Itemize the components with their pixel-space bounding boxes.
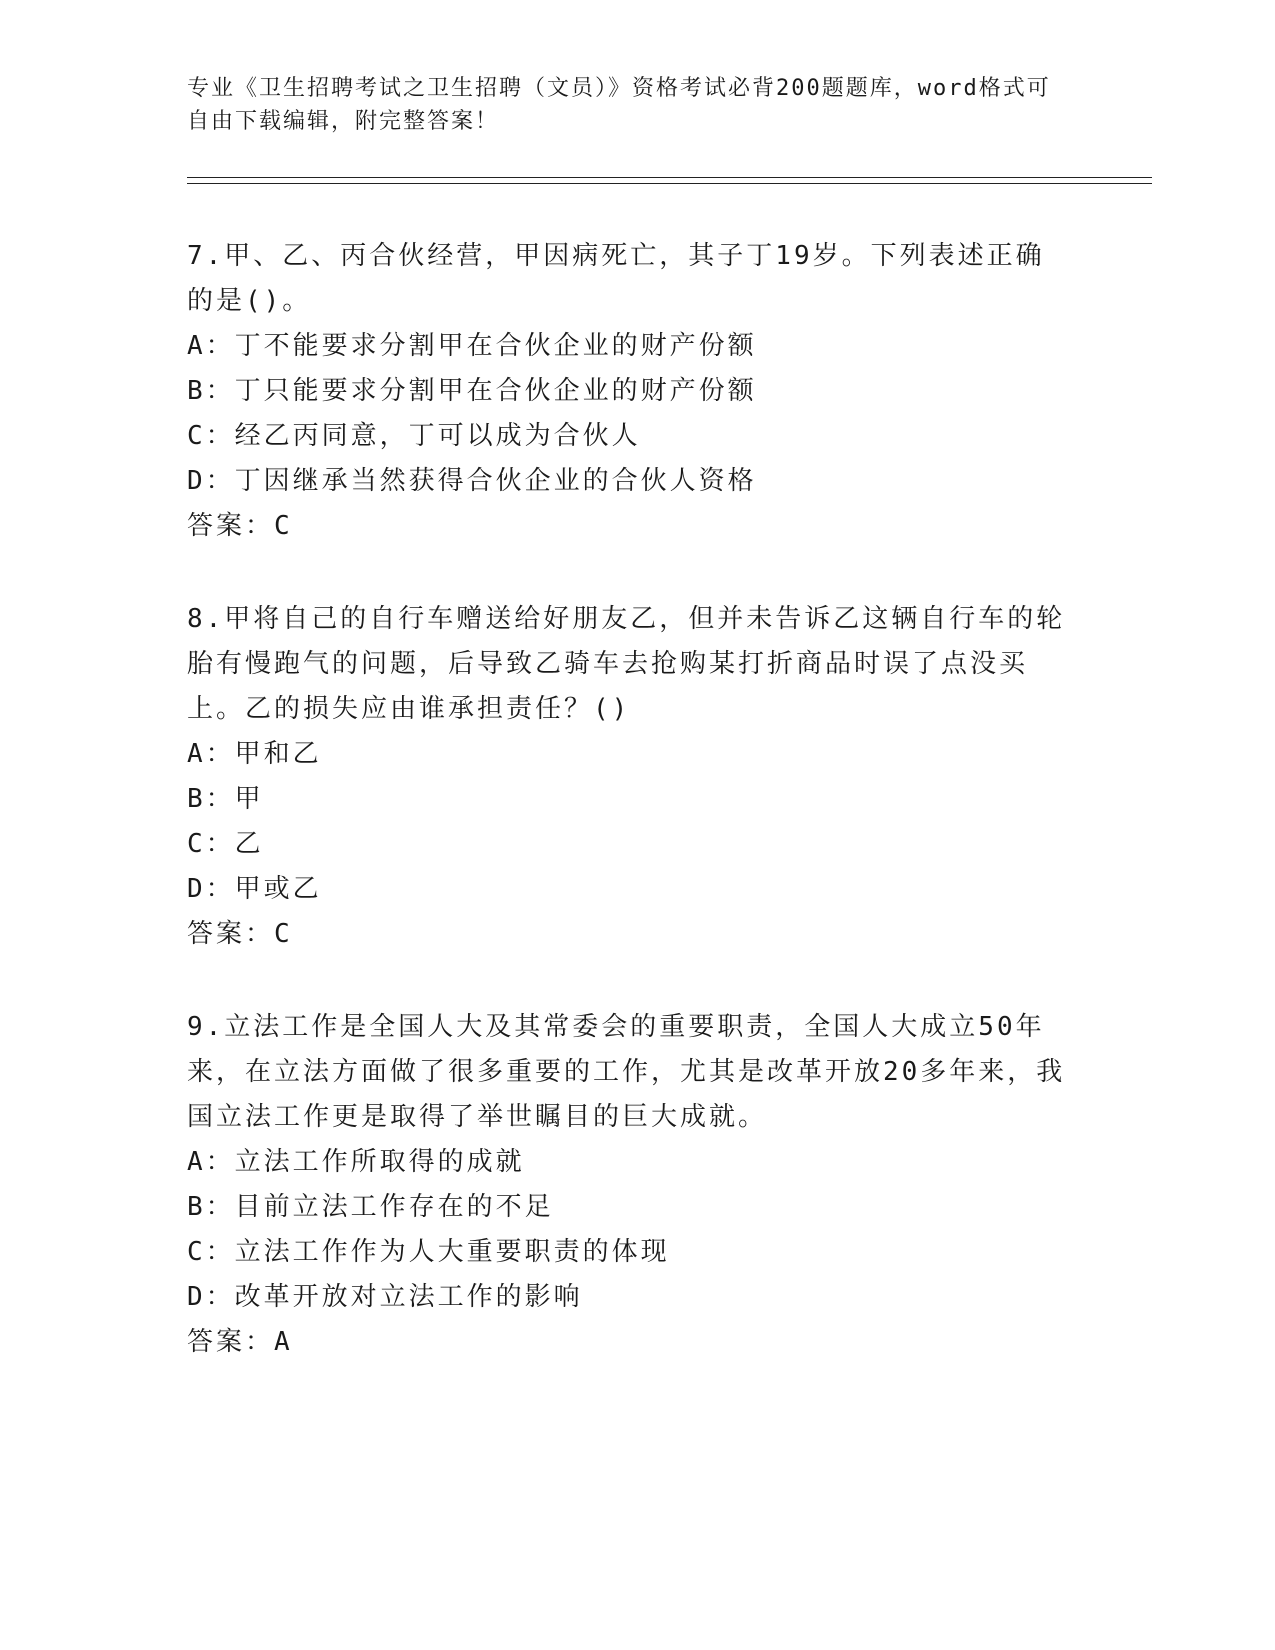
answer: 答案：C — [187, 511, 293, 541]
question-8 — [187, 597, 1067, 957]
answer: 答案：A — [187, 1327, 293, 1357]
question-7 — [187, 234, 1067, 549]
option-a: A：丁不能要求分割甲在合伙企业的财产份额 — [187, 331, 757, 361]
option-b: B：目前立法工作存在的不足 — [187, 1192, 554, 1222]
question-stem: 8.甲将自己的自行车赠送给好朋友乙，但并未告诉乙这辆自行车的轮胎有慢跑气的问题，后导致乙骑车去抢购某打折商品时误了点没买上。乙的损失应由谁承担责任？() — [187, 604, 1066, 724]
option-c: C：乙 — [187, 829, 264, 859]
option-c: C：经乙丙同意，丁可以成为合伙人 — [187, 421, 641, 451]
header-divider-bottom — [187, 183, 1152, 184]
option-d: D：丁因继承当然获得合伙企业的合伙人资格 — [187, 466, 757, 496]
answer: 答案：C — [187, 919, 293, 949]
option-c: C：立法工作作为人大重要职责的体现 — [187, 1237, 670, 1267]
option-b: B：丁只能要求分割甲在合伙企业的财产份额 — [187, 376, 757, 406]
option-a: A：立法工作所取得的成就 — [187, 1147, 525, 1177]
header-text: 专业《卫生招聘考试之卫生招聘（文员）》资格考试必背200题题库，word格式可自由下载编辑，附完整答案！ — [187, 76, 1051, 134]
question-stem: 7.甲、乙、丙合伙经营，甲因病死亡，其子丁19岁。下列表述正确的是()。 — [187, 241, 1045, 316]
header-divider-top — [187, 177, 1152, 178]
option-d: D：甲或乙 — [187, 874, 322, 904]
option-b: B：甲 — [187, 784, 264, 814]
option-a: A：甲和乙 — [187, 739, 322, 769]
question-stem: 9.立法工作是全国人大及其常委会的重要职责，全国人大成立50年来，在立法方面做了很多重要的工作，尤其是改革开放20多年来，我国立法工作更是取得了举世瞩目的巨大成就。 — [187, 1012, 1066, 1132]
option-d: D：改革开放对立法工作的影响 — [187, 1282, 583, 1312]
question-9 — [187, 1005, 1067, 1365]
document-header — [187, 72, 1067, 138]
